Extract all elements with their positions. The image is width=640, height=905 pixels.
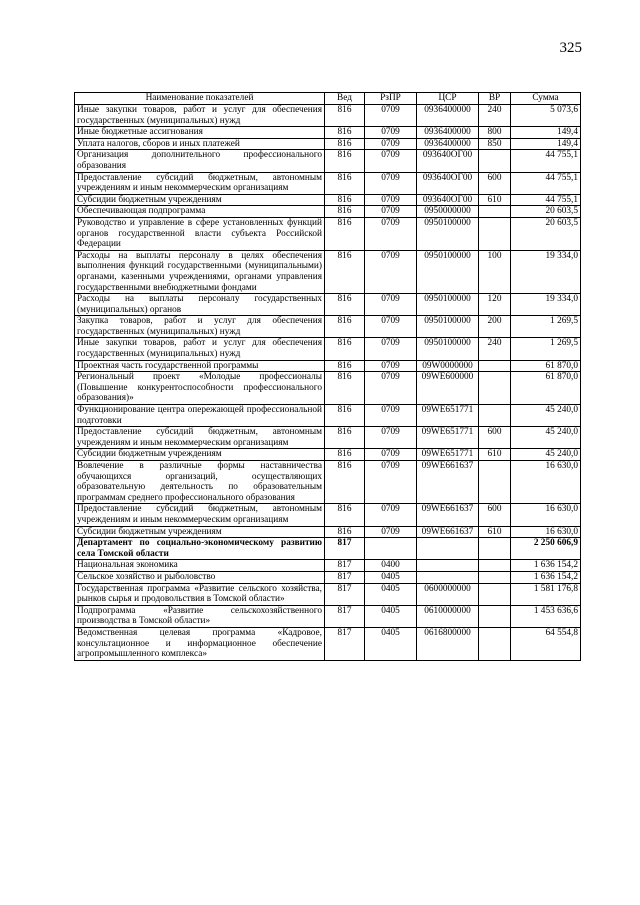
cell-vr: 100 — [479, 250, 511, 293]
cell-sum: 149,4 — [511, 127, 581, 139]
cell-rzpr: 0709 — [365, 294, 417, 316]
cell-ved: 816 — [325, 294, 365, 316]
cell-csr: 0936400000 — [417, 105, 479, 127]
cell-vr: 120 — [479, 294, 511, 316]
cell-csr — [417, 538, 479, 560]
cell-rzpr: 0405 — [365, 627, 417, 660]
cell-vr — [479, 372, 511, 405]
cell-name: Субсидии бюджетным учреждениям — [75, 449, 325, 461]
table-row — [75, 294, 581, 316]
cell-vr — [479, 583, 511, 605]
cell-sum: 44 755,1 — [511, 172, 581, 194]
cell-name: Сельское хозяйство и рыболовство — [75, 571, 325, 583]
cell-name: Департамент по социально-экономическому развитию села Томской области — [75, 538, 325, 560]
cell-name: Подпрограмма «Развитие сельскохозяйственного производства в Томской области» — [75, 605, 325, 627]
cell-csr: 0950100000 — [417, 294, 479, 316]
cell-ved: 816 — [325, 172, 365, 194]
cell-name: Национальная экономика — [75, 560, 325, 572]
cell-vr — [479, 627, 511, 660]
cell-sum: 44 755,1 — [511, 150, 581, 172]
cell-vr: 600 — [479, 427, 511, 449]
cell-ved: 816 — [325, 150, 365, 172]
table-row — [75, 338, 581, 360]
cell-name: Предоставление субсидий бюджетным, автономным учреждениям и иным некоммерческим организациям — [75, 427, 325, 449]
table-row — [75, 461, 581, 504]
cell-rzpr: 0405 — [365, 605, 417, 627]
cell-ved: 816 — [325, 316, 365, 338]
cell-csr: 0936400000 — [417, 127, 479, 139]
table-row — [75, 150, 581, 172]
cell-sum: 16 630,0 — [511, 526, 581, 538]
cell-rzpr: 0709 — [365, 217, 417, 250]
table-row — [75, 538, 581, 560]
cell-ved: 817 — [325, 538, 365, 560]
cell-ved: 816 — [325, 105, 365, 127]
cell-rzpr: 0709 — [365, 105, 417, 127]
cell-name: Иные закупки товаров, работ и услуг для обеспечения государственных (муниципальных) нужд — [75, 105, 325, 127]
cell-name: Обеспечивающая подпрограмма — [75, 206, 325, 218]
cell-csr: 09WE651771 — [417, 405, 479, 427]
header-name: Наименование показателей — [75, 93, 325, 105]
cell-vr: 610 — [479, 194, 511, 206]
cell-vr — [479, 571, 511, 583]
cell-ved: 816 — [325, 427, 365, 449]
cell-rzpr: 0709 — [365, 194, 417, 206]
cell-ved: 816 — [325, 504, 365, 526]
table-row — [75, 449, 581, 461]
cell-csr: 0616800000 — [417, 627, 479, 660]
table-row — [75, 127, 581, 139]
table-row — [75, 605, 581, 627]
cell-rzpr: 0709 — [365, 427, 417, 449]
cell-vr — [479, 206, 511, 218]
table-row — [75, 250, 581, 293]
cell-rzpr: 0709 — [365, 504, 417, 526]
header-csr: ЦСР — [417, 93, 479, 105]
cell-name: Руководство и управление в сфере установленных функций органов государственной власти субъекта Российской Федерации — [75, 217, 325, 250]
header-sum: Сумма — [511, 93, 581, 105]
cell-sum: 1 581 176,8 — [511, 583, 581, 605]
cell-rzpr: 0709 — [365, 526, 417, 538]
table-row — [75, 360, 581, 372]
cell-csr: 0950100000 — [417, 250, 479, 293]
cell-rzpr: 0405 — [365, 571, 417, 583]
cell-sum: 20 603,5 — [511, 217, 581, 250]
cell-vr: 610 — [479, 449, 511, 461]
cell-ved: 817 — [325, 583, 365, 605]
cell-csr: 09WE651771 — [417, 449, 479, 461]
table-row — [75, 583, 581, 605]
cell-vr: 600 — [479, 504, 511, 526]
cell-ved: 816 — [325, 526, 365, 538]
cell-vr: 240 — [479, 338, 511, 360]
cell-rzpr: 0709 — [365, 360, 417, 372]
cell-ved: 816 — [325, 127, 365, 139]
cell-csr — [417, 571, 479, 583]
table-row — [75, 138, 581, 150]
cell-name: Функционирование центра опережающей профессиональной подготовки — [75, 405, 325, 427]
table-row — [75, 571, 581, 583]
table-row — [75, 172, 581, 194]
table-row — [75, 206, 581, 218]
table-row — [75, 405, 581, 427]
cell-csr: 09WE600000 — [417, 372, 479, 405]
table-row — [75, 316, 581, 338]
cell-sum: 1 636 154,2 — [511, 560, 581, 572]
cell-ved: 817 — [325, 627, 365, 660]
cell-name: Организация дополнительного профессионального образования — [75, 150, 325, 172]
cell-sum: 61 870,0 — [511, 372, 581, 405]
cell-sum: 1 453 636,6 — [511, 605, 581, 627]
table-row — [75, 217, 581, 250]
cell-sum: 149,4 — [511, 138, 581, 150]
page-number: 325 — [559, 40, 582, 56]
table-row — [75, 194, 581, 206]
cell-rzpr: 0400 — [365, 560, 417, 572]
cell-csr: 0950100000 — [417, 338, 479, 360]
cell-name: Вовлечение в различные формы наставничества обучающихся организаций, осуществляющих образовательную деятельность по образовательным программам среднего профессионального образования — [75, 461, 325, 504]
table-row — [75, 627, 581, 660]
cell-vr — [479, 538, 511, 560]
cell-vr — [479, 217, 511, 250]
cell-rzpr: 0709 — [365, 405, 417, 427]
cell-sum: 1 636 154,2 — [511, 571, 581, 583]
cell-name: Предоставление субсидий бюджетным, автономным учреждениям и иным некоммерческим организациям — [75, 172, 325, 194]
cell-sum: 20 603,5 — [511, 206, 581, 218]
cell-sum: 45 240,0 — [511, 427, 581, 449]
cell-vr: 600 — [479, 172, 511, 194]
cell-name: Государственная программа «Развитие сельского хозяйства, рынков сырья и продовольствия в Томской области» — [75, 583, 325, 605]
cell-csr: 09WE661637 — [417, 526, 479, 538]
cell-sum: 1 269,5 — [511, 316, 581, 338]
cell-csr: 09WE661637 — [417, 504, 479, 526]
table-row — [75, 504, 581, 526]
cell-csr: 0950100000 — [417, 316, 479, 338]
cell-name: Закупка товаров, работ и услуг для обеспечения государственных (муниципальных) нужд — [75, 316, 325, 338]
cell-sum: 1 269,5 — [511, 338, 581, 360]
cell-ved: 816 — [325, 372, 365, 405]
cell-ved: 816 — [325, 206, 365, 218]
cell-ved: 817 — [325, 571, 365, 583]
cell-name: Расходы на выплаты персоналу государственных (муниципальных) органов — [75, 294, 325, 316]
cell-vr: 610 — [479, 526, 511, 538]
cell-sum: 45 240,0 — [511, 405, 581, 427]
cell-ved: 816 — [325, 405, 365, 427]
cell-sum: 19 334,0 — [511, 294, 581, 316]
cell-vr: 800 — [479, 127, 511, 139]
cell-sum: 2 250 606,9 — [511, 538, 581, 560]
cell-ved: 817 — [325, 560, 365, 572]
cell-rzpr: 0709 — [365, 127, 417, 139]
cell-name: Иные бюджетные ассигнования — [75, 127, 325, 139]
cell-vr — [479, 560, 511, 572]
cell-name: Проектная часть государственной программы — [75, 360, 325, 372]
cell-csr: 09WE651771 — [417, 427, 479, 449]
cell-vr: 850 — [479, 138, 511, 150]
cell-ved: 816 — [325, 194, 365, 206]
cell-csr: 0950100000 — [417, 217, 479, 250]
cell-rzpr — [365, 538, 417, 560]
table-row — [75, 372, 581, 405]
table-row — [75, 560, 581, 572]
cell-csr: 09WE661637 — [417, 461, 479, 504]
cell-ved: 816 — [325, 360, 365, 372]
cell-name: Расходы на выплаты персоналу в целях обеспечения выполнения функций государственными (муниципальными) органами, казенными учреждениями, органами управления государственными внебюджетными фондами — [75, 250, 325, 293]
cell-csr: 0610000000 — [417, 605, 479, 627]
cell-name: Уплата налогов, сборов и иных платежей — [75, 138, 325, 150]
cell-sum: 64 554,8 — [511, 627, 581, 660]
cell-csr: 093640ОГ00 — [417, 194, 479, 206]
cell-ved: 816 — [325, 138, 365, 150]
cell-rzpr: 0709 — [365, 138, 417, 150]
cell-vr: 200 — [479, 316, 511, 338]
cell-vr — [479, 405, 511, 427]
cell-ved: 816 — [325, 217, 365, 250]
cell-rzpr: 0709 — [365, 461, 417, 504]
cell-csr: 0950000000 — [417, 206, 479, 218]
cell-sum: 16 630,0 — [511, 461, 581, 504]
cell-name: Иные закупки товаров, работ и услуг для обеспечения государственных (муниципальных) нужд — [75, 338, 325, 360]
cell-rzpr: 0709 — [365, 449, 417, 461]
cell-sum: 19 334,0 — [511, 250, 581, 293]
cell-csr: 09W0000000 — [417, 360, 479, 372]
cell-sum: 61 870,0 — [511, 360, 581, 372]
cell-ved: 816 — [325, 250, 365, 293]
header-rzpr: РзПР — [365, 93, 417, 105]
cell-name: Предоставление субсидий бюджетным, автономным учреждениям и иным некоммерческим организациям — [75, 504, 325, 526]
table-header-row — [75, 93, 581, 105]
cell-rzpr: 0709 — [365, 372, 417, 405]
cell-ved: 816 — [325, 338, 365, 360]
cell-sum: 44 755,1 — [511, 194, 581, 206]
table-row — [75, 427, 581, 449]
cell-vr — [479, 360, 511, 372]
cell-name: Региональный проект «Молодые профессионалы (Повышение конкурентоспособности профессионального образования)» — [75, 372, 325, 405]
cell-csr — [417, 560, 479, 572]
budget-table — [74, 92, 581, 661]
cell-sum: 16 630,0 — [511, 504, 581, 526]
cell-rzpr: 0709 — [365, 338, 417, 360]
table-body — [75, 105, 581, 661]
cell-name: Субсидии бюджетным учреждениям — [75, 526, 325, 538]
cell-ved: 817 — [325, 605, 365, 627]
cell-rzpr: 0709 — [365, 172, 417, 194]
cell-rzpr: 0709 — [365, 316, 417, 338]
cell-csr: 0936400000 — [417, 138, 479, 150]
cell-csr: 0600000000 — [417, 583, 479, 605]
cell-rzpr: 0709 — [365, 206, 417, 218]
cell-csr: 093640ОГ00 — [417, 172, 479, 194]
cell-csr: 093640ОГ00 — [417, 150, 479, 172]
cell-name: Субсидии бюджетным учреждениям — [75, 194, 325, 206]
header-vr: ВР — [479, 93, 511, 105]
cell-rzpr: 0709 — [365, 150, 417, 172]
cell-vr: 240 — [479, 105, 511, 127]
cell-vr — [479, 605, 511, 627]
cell-rzpr: 0709 — [365, 250, 417, 293]
table-row — [75, 526, 581, 538]
header-ved: Вед — [325, 93, 365, 105]
cell-vr — [479, 461, 511, 504]
cell-name: Ведомственная целевая программа «Кадровое, консультационное и информационное обеспечение агропромышленного комплекса» — [75, 627, 325, 660]
cell-sum: 5 073,6 — [511, 105, 581, 127]
cell-vr — [479, 150, 511, 172]
cell-rzpr: 0405 — [365, 583, 417, 605]
cell-ved: 816 — [325, 449, 365, 461]
cell-sum: 45 240,0 — [511, 449, 581, 461]
table-row — [75, 105, 581, 127]
cell-ved: 816 — [325, 461, 365, 504]
